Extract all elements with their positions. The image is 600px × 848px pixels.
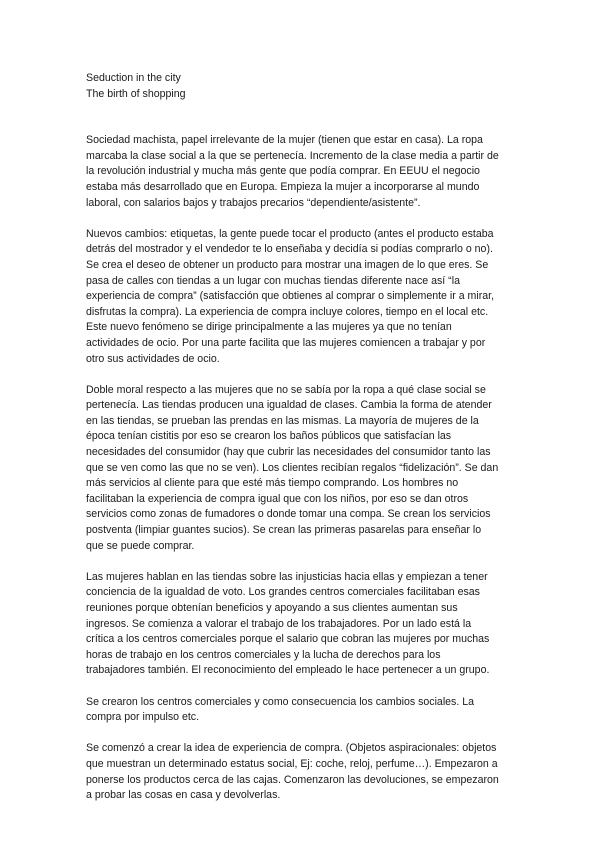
paragraph-line: actividades de ocio. Por una parte facilita que las mujeres comiencen a trabajar y por xyxy=(86,336,486,349)
paragraph-line: Las mujeres hablan en las tiendas sobre las injusticias hacia ellas y empiezan a tener xyxy=(86,570,488,583)
paragraph-line: pertenecía. Las tiendas producen una igualdad de clases. Cambia la forma de atender xyxy=(86,399,492,412)
paragraph-line: ingresos. Se comienza a valorar el trabajo de los trabajadores. Por un lado está la xyxy=(86,617,472,630)
document-body xyxy=(86,71,522,819)
paragraph-line: Se crearon los centros comerciales y como consecuencia los cambios sociales. La xyxy=(86,695,475,708)
paragraph xyxy=(86,570,522,679)
paragraph-line: ponerse los productos cerca de las cajas. Comenzaron las devoluciones, se empezaron xyxy=(86,773,499,786)
paragraph-line: detrás del mostrador y el vendedor te lo enseñaba y decidía si podías comprarlo o no). xyxy=(86,243,493,256)
paragraph-line: necesidades del consumidor (hay que cubrir las necesidades del consumidor tanto las xyxy=(86,446,491,459)
paragraph xyxy=(86,695,522,726)
paragraph-line: Este nuevo fenómeno se dirige principalmente a las mujeres ya que no tenían xyxy=(86,321,452,334)
document-title: Seduction in the city xyxy=(86,72,181,84)
paragraph-line: postventa (limpiar guantes sucios). Se crean las primeras pasarelas para enseñar lo xyxy=(86,524,482,537)
paragraph-line: Nuevos cambios: etiquetas, la gente puede tocar el producto (antes el producto estaba xyxy=(86,227,494,240)
paragraph-line: facilitaban la experiencia de compra igual que con los niños, por eso se dan otros xyxy=(86,492,469,505)
paragraph-line: más servicios al cliente para que esté más tiempo comprando. Los hombres no xyxy=(86,477,459,490)
paragraph-line: disfrutas la compra). La experiencia de compra incluye colores, tiempo en el local etc. xyxy=(86,305,489,318)
paragraph-line: marcaba la clase social a la que se pertenecía. Incremento de la clase media a partir de xyxy=(86,149,499,162)
paragraph xyxy=(86,133,522,211)
paragraph xyxy=(86,227,522,367)
paragraph-line: servicios como zonas de fumadores o donde tomar una compa. Se crean los servicios xyxy=(86,508,491,521)
paragraph-line: que muestran un determinado estatus social, Ej: coche, reloj, perfume…). Empezaron a xyxy=(86,757,498,770)
document-subtitle: The birth of shopping xyxy=(86,87,186,100)
paragraph-line: estaba más desarrollado que en Europa. Empieza la mujer a incorporarse al mundo xyxy=(86,180,480,193)
paragraph-line: crítica a los centros comerciales porque el salario que cobran las mujeres por muchas xyxy=(86,633,490,646)
title-block xyxy=(86,71,522,102)
paragraph-line: conciencia de la igualdad de voto. Los grandes centros comerciales facilitaban esas xyxy=(86,586,480,599)
paragraph-line: otro sus actividades de ocio. xyxy=(86,352,220,365)
paragraph xyxy=(86,383,522,555)
paragraph-line: época tenían cistitis por eso se crearon los baños públicos que satisfacían las xyxy=(86,430,452,443)
paragraph-line: la revolución industrial y mucha más gente que podía comprar. En EEUU el negocio xyxy=(86,165,480,178)
paragraph-line: trabajadores también. El reconocimiento del empleado le hace pertenecer a un grupo. xyxy=(86,664,490,677)
paragraph-line: compra por impulso etc. xyxy=(86,711,200,724)
paragraph-line: que se ven como las que no se ven). Los clientes recibían regalos “fidelización”. Se dan xyxy=(86,461,499,474)
paragraph-line: que se puede comprar. xyxy=(86,539,195,552)
paragraph-line: pasa de calles con tiendas a un lugar con muchas tiendas diferente nace así “la xyxy=(86,274,460,287)
paragraph xyxy=(86,741,522,803)
paragraph-line: a probar las cosas en casa y devolverlas. xyxy=(86,789,281,802)
paragraph-list xyxy=(86,133,522,804)
paragraph-line: Sociedad machista, papel irrelevante de la mujer (tienen que estar en casa). La ropa xyxy=(86,134,483,147)
paragraph-line: Doble moral respecto a las mujeres que no se sabía por la ropa a qué clase social se xyxy=(86,383,486,396)
paragraph-line: en las tiendas, se prueban las prendas en las mismas. La mayoría de mujeres de la xyxy=(86,414,479,427)
paragraph-line: Se comenzó a crear la idea de experiencia de compra. (Objetos aspiracionales: objetos xyxy=(86,742,497,755)
paragraph-line: laboral, con salarios bajos y trabajos precarios “dependiente/asistente”. xyxy=(86,196,421,209)
paragraph-line: horas de trabajo en los centros comerciales y la lucha de derechos para los xyxy=(86,648,441,661)
paragraph-line: experiencia de compra” (satisfacción que obtienes al comprar o simplemente ir a mirar, xyxy=(86,290,495,303)
paragraph-line: Se crea el deseo de obtener un producto para mostrar una imagen de lo que eres. Se xyxy=(86,258,489,271)
paragraph-line: reuniones porque obtenían beneficios y apoyando a sus clientes aumentan sus xyxy=(86,602,458,614)
